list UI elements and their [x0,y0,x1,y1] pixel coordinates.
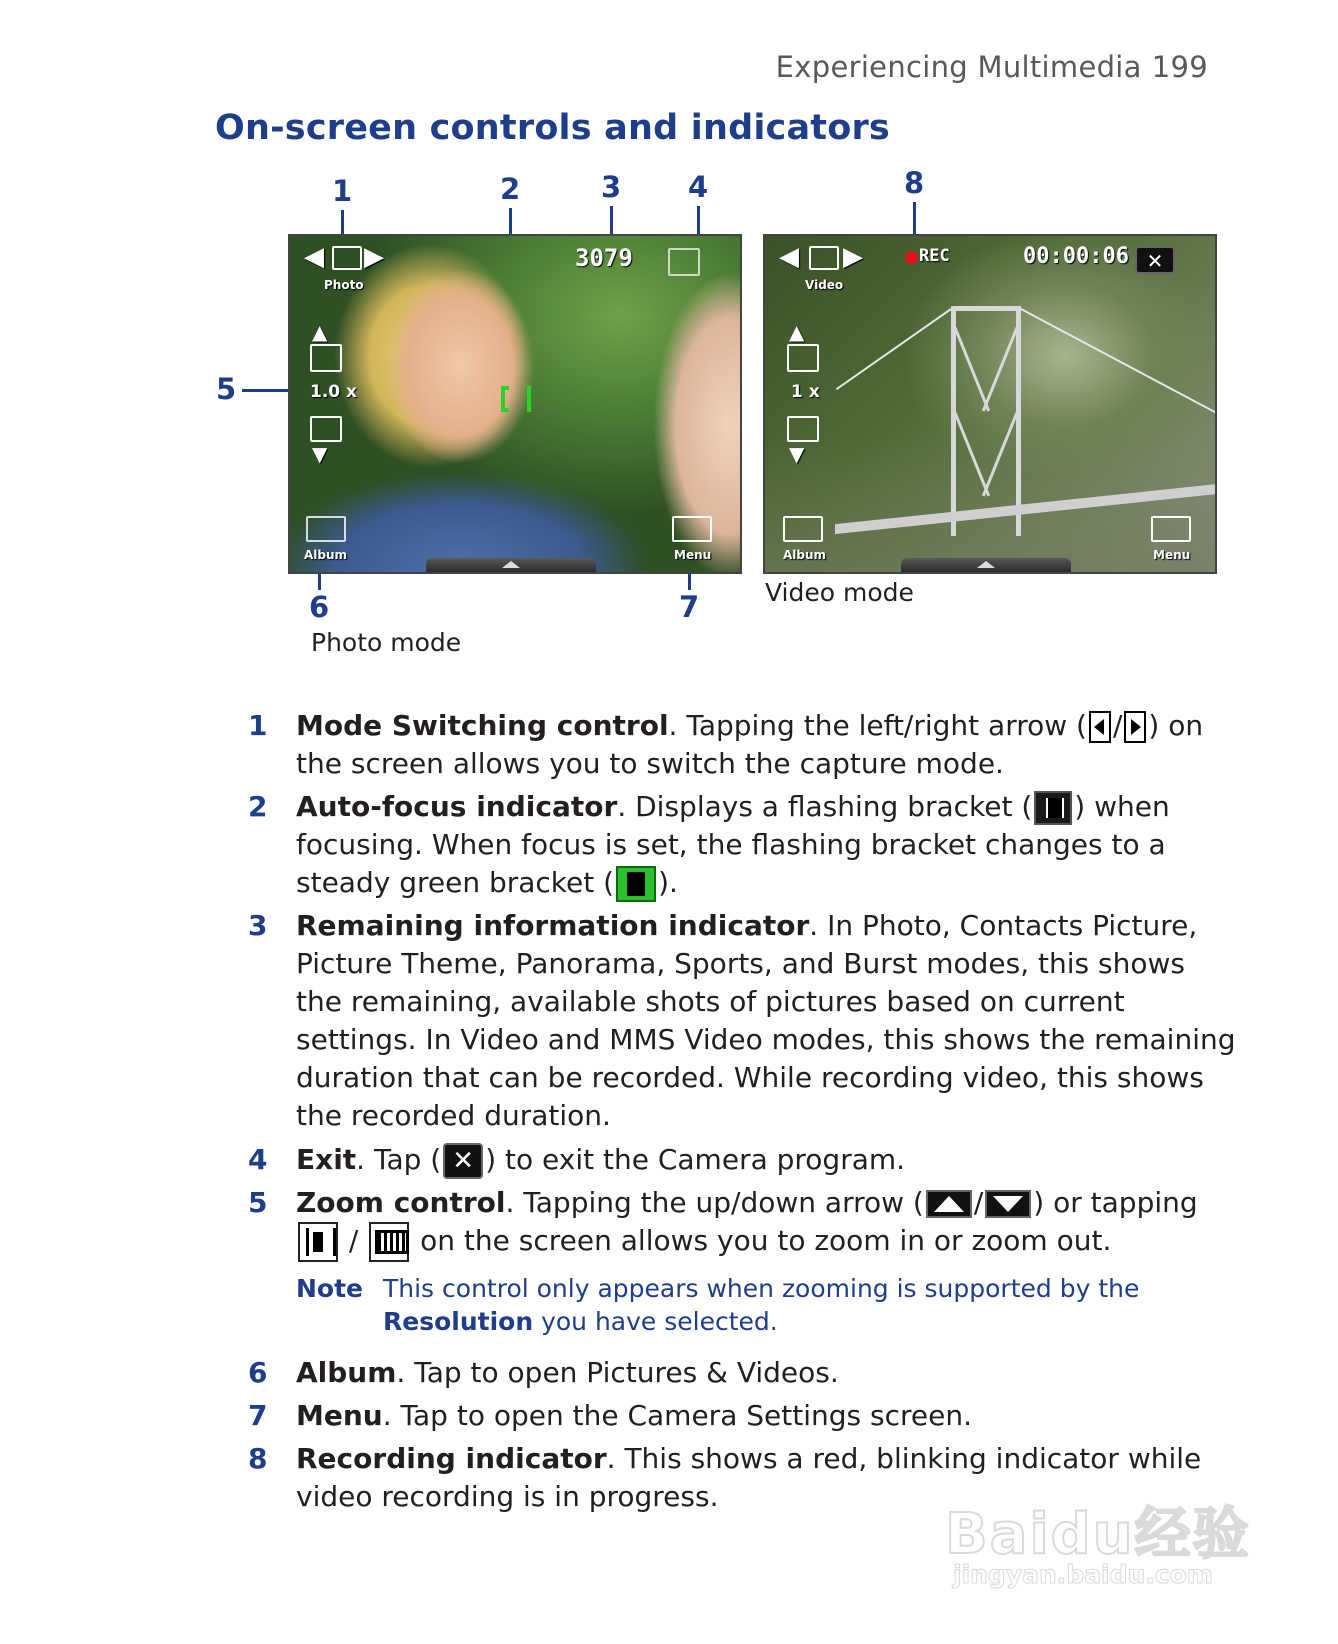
list-item: 6 Album. Tap to open Pictures & Videos. [248,1356,839,1389]
focus-bracket [501,386,531,412]
zoom-up-arrow-icon[interactable]: ▲ [312,320,328,344]
album-label[interactable]: Album [304,548,348,562]
list-item: 8 Recording indicator. This shows a red, blinking indicator while video recording is in progress. [248,1442,1202,1513]
zoom-level: 1.0 x [310,382,357,402]
zoom-up-arrow-icon[interactable]: ▲ [789,320,805,344]
photo-mode-caption: Photo mode [311,628,462,657]
exit-x-icon: ✕ [443,1143,483,1179]
remaining-shots-indicator: 3079 [575,244,633,272]
zoom-in-icon [298,1222,338,1262]
camera-icon [332,246,362,270]
watermark-brand: Baidu经验 [945,1502,1251,1567]
video-mode-caption: Video mode [765,578,914,607]
note-label: Note [296,1274,364,1303]
menu-label[interactable]: Menu [674,548,712,562]
zoom-out-icon[interactable] [787,416,819,442]
rec-indicator: REC [919,246,950,266]
callout-6: 6 [309,590,330,624]
callout-3: 3 [601,170,622,204]
zoom-out-icon [369,1222,409,1262]
green-bracket-icon [616,866,656,902]
callout-4: 4 [688,170,709,204]
zoom-in-icon[interactable] [310,344,342,372]
zoom-up-arrow-icon [926,1190,972,1218]
zoom-down-arrow-icon [985,1190,1031,1218]
video-mode-label: Video [805,278,844,292]
zoom-down-arrow-icon[interactable]: ▼ [312,442,328,466]
list-item: 7 Menu. Tap to open the Camera Settings screen. [248,1399,972,1432]
callout-1: 1 [332,174,353,208]
mode-left-arrow-icon[interactable]: ◀ [304,242,324,272]
list-item: 4 Exit. Tap ( ✕ ) to exit the Camera program. [248,1141,1238,1179]
callout-2: 2 [500,172,521,206]
photo-mode-label: Photo [324,278,364,292]
album-play-icon[interactable] [783,516,823,542]
watermark-url: jingyan.baidu.com [953,1560,1213,1589]
note-block: Note This control only appears when zooming is supported by the Resolution you have selected. [296,1274,1140,1336]
video-mode-screenshot [763,234,1217,574]
running-header [776,50,1208,84]
leader-line-8 [913,202,916,238]
menu-label[interactable]: Menu [1153,548,1191,562]
bottom-bar-handle[interactable] [901,558,1071,572]
leader-line-5 [242,389,292,392]
callout-7: 7 [679,590,700,624]
list-item: 3 Remaining information indicator. In Photo, Contacts Picture, Picture Theme, Panorama, Sports, and Burst modes, this shows the remaining, available shots of pictures based on current settings. In Video and MMS Video modes, this shows the remaining duration that can be recorded. While recording video, this shows the recorded duration. [248,909,1236,1132]
section-title: Experiencing Multimedia [775,50,1142,84]
zoom-out-icon[interactable] [310,416,342,442]
baidu-watermark [945,1482,1265,1592]
controls-list [248,707,1238,1521]
zoom-in-icon[interactable] [787,344,819,372]
menu-icon[interactable] [672,516,712,542]
left-arrow-icon [1089,711,1111,743]
page-title: On-screen controls and indicators [215,108,890,148]
callout-8: 8 [904,166,925,200]
mode-right-arrow-icon[interactable]: ▶ [364,242,384,272]
callout-5: 5 [216,372,237,406]
exit-icon[interactable] [668,248,700,276]
page-number: 199 [1151,50,1208,84]
flashing-bracket-icon [1034,791,1072,825]
mode-left-arrow-icon[interactable]: ◀ [779,242,799,272]
right-arrow-icon [1124,711,1146,743]
album-play-icon[interactable] [306,516,346,542]
rec-dot-icon [905,251,918,264]
menu-icon[interactable] [1151,516,1191,542]
zoom-level: 1 x [791,382,820,402]
zoom-down-arrow-icon[interactable]: ▼ [789,442,805,466]
video-camera-icon [809,246,839,270]
photo-mode-screenshot [288,234,742,574]
mode-right-arrow-icon[interactable]: ▶ [843,242,863,272]
exit-icon[interactable]: ✕ [1135,246,1175,274]
recording-time: 00:00:06 [1023,244,1129,269]
bottom-bar-handle[interactable] [426,558,596,572]
list-item: 1 Mode Switching control. Tapping the left/right arrow ( / ) on the screen allows you to switch the capture mode. [248,709,1204,780]
list-item: 2 Auto-focus indicator. Displays a flashing bracket ( ) when focusing. When focus is set, the flashing bracket changes to a steady green bracket ( ). [248,788,1238,902]
list-item: 5 Zoom control. Tapping the up/down arrow ( / ) or tapping / on the screen allows you to zoom in or zoom out. [248,1184,1238,1262]
album-label[interactable]: Album [783,548,827,562]
